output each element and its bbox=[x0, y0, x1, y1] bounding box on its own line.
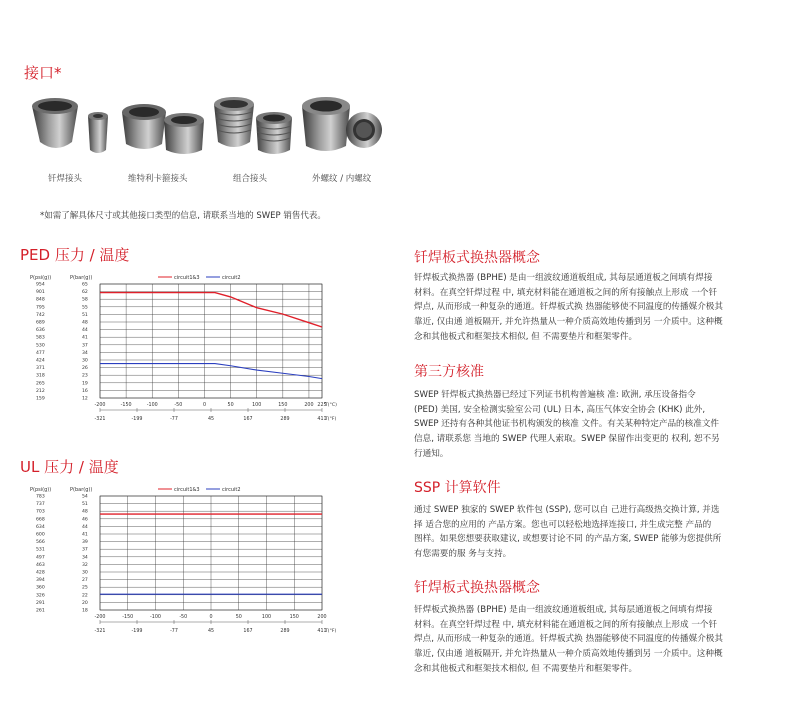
y-right-tick: 34 bbox=[82, 350, 88, 356]
section-body-bphe-concept-2 bbox=[414, 603, 784, 677]
x-bottom-tick: -199 bbox=[131, 417, 143, 422]
x-top-tick: 150 bbox=[289, 615, 299, 620]
text-line: 材料。在真空钎焊过程 中, 填充材料能在通道板之间的所有接触点上形成 一个钎 bbox=[414, 619, 718, 630]
y-left-axis-label: P(psi(g)) bbox=[30, 487, 52, 493]
y-left-tick: 848 bbox=[36, 297, 45, 303]
text-line: 图样。如果您想要获取建议, 或想要讨论不同 的产品方案, SWEP 能够为您提供所 bbox=[414, 534, 722, 545]
y-right-tick: 48 bbox=[82, 320, 88, 326]
connectors-title: 接口* bbox=[24, 64, 62, 82]
y-left-tick: 583 bbox=[36, 335, 45, 341]
x-bottom-tick: 289 bbox=[280, 629, 290, 634]
y-right-tick: 54 bbox=[82, 494, 88, 500]
section-title-ssp: SSP 计算软件 bbox=[414, 480, 501, 496]
victaulic-connector-icon bbox=[120, 92, 210, 160]
y-left-tick: 634 bbox=[36, 524, 45, 530]
x-top-tick: 0 bbox=[209, 615, 213, 620]
ul-chart-title: UL 压力 / 温度 bbox=[20, 458, 119, 476]
series-line-circuit2 bbox=[100, 364, 322, 379]
x-top-tick: 200 bbox=[317, 615, 327, 620]
y-left-tick: 463 bbox=[36, 562, 45, 568]
y-right-tick: 30 bbox=[82, 358, 88, 364]
y-left-tick: 477 bbox=[36, 350, 45, 356]
x-top-tick: -100 bbox=[146, 403, 158, 408]
x-bottom-tick: 167 bbox=[243, 629, 253, 634]
y-left-tick: 668 bbox=[36, 517, 45, 523]
x-top-tick: 200 bbox=[304, 403, 314, 408]
text-line: 焊点, 从而形成一种复杂的通道。钎焊板式换 热器能够使不同温度的传播媒介极其 bbox=[414, 302, 723, 313]
y-left-tick: 394 bbox=[36, 578, 45, 584]
text-line: 靠近, 仅由通 道板隔开, 并允许热量从一种介质高效地传播到另 一介质中。这种概 bbox=[414, 317, 723, 328]
y-right-tick: 51 bbox=[82, 312, 88, 318]
y-right-tick: 48 bbox=[82, 509, 88, 515]
y-left-tick: 737 bbox=[36, 502, 45, 508]
y-left-tick: 326 bbox=[36, 593, 45, 599]
x-top-tick: 100 bbox=[252, 403, 262, 408]
legend-label: circuit1&3 bbox=[174, 487, 200, 493]
x-top-unit: T(°C) bbox=[325, 403, 337, 408]
x-bottom-tick: -321 bbox=[94, 629, 106, 634]
x-top-tick: -100 bbox=[150, 615, 161, 620]
legend-label: circuit2 bbox=[222, 275, 241, 281]
section-title-bphe-concept: 钎焊板式换热器概念 bbox=[414, 250, 540, 266]
x-top-tick: 50 bbox=[235, 615, 242, 620]
x-top-tick: -50 bbox=[179, 615, 188, 620]
text-line: 择 适合您的应用的 产品方案。您也可以轻松地选择连接口, 并生成完整 产品的 bbox=[414, 519, 712, 530]
text-line: (PED) 美国, 安全检测实验室公司 (UL) 日本, 高压气体安全协会 (KHK) 此外, bbox=[414, 404, 706, 415]
y-right-tick: 32 bbox=[82, 562, 88, 568]
y-right-tick: 12 bbox=[82, 396, 88, 402]
x-top-tick: -200 bbox=[94, 615, 106, 620]
y-right-tick: 27 bbox=[82, 578, 88, 584]
text-line: SWEP 还持有各种其他证书机构颁发的核准 文件。有关某种特定产品的核准文件 bbox=[414, 419, 720, 430]
y-left-tick: 703 bbox=[36, 509, 45, 515]
x-top-tick: -150 bbox=[120, 403, 132, 408]
x-bottom-tick: 411 bbox=[317, 417, 327, 422]
y-right-tick: 41 bbox=[82, 532, 88, 538]
y-right-tick: 58 bbox=[82, 297, 88, 303]
text-line: 信息, 请联系您 当地的 SWEP 代理人索取。SWEP 保留作出变更的 权利, 恕不另 bbox=[414, 434, 720, 445]
y-left-tick: 783 bbox=[36, 494, 45, 500]
ped-chart-title: PED 压力 / 温度 bbox=[20, 246, 130, 264]
y-right-tick: 25 bbox=[82, 585, 88, 591]
x-bottom-unit: T(°F) bbox=[325, 629, 337, 634]
combination-connector-icon bbox=[210, 92, 298, 160]
text-line: 行通知。 bbox=[414, 448, 449, 459]
y-left-axis-label: P(psi(g)) bbox=[30, 275, 52, 281]
section-body-bphe-concept bbox=[414, 271, 784, 345]
x-bottom-tick: 411 bbox=[317, 629, 327, 634]
text-line: 有您需要的服 务与支持。 bbox=[414, 549, 512, 560]
y-right-tick: 51 bbox=[82, 502, 88, 508]
y-right-tick: 55 bbox=[82, 305, 88, 311]
x-bottom-tick: 45 bbox=[207, 629, 215, 634]
y-left-tick: 261 bbox=[36, 608, 45, 614]
text-line: SWEP 钎焊板式换热器已经过下列证书机构普遍核 准: 欧洲, 承压设备指令 bbox=[414, 390, 696, 400]
y-left-tick: 159 bbox=[36, 396, 45, 402]
x-top-tick: -150 bbox=[122, 615, 134, 620]
x-top-tick: 0 bbox=[202, 403, 207, 408]
y-left-tick: 954 bbox=[36, 282, 45, 288]
y-right-tick: 22 bbox=[82, 593, 88, 599]
connector-label-threaded: 外螺纹 / 内螺纹 bbox=[312, 174, 372, 184]
text-line: 材料。在真空钎焊过程 中, 填充材料能在通道板之间的所有接触点上形成 一个钎 bbox=[414, 287, 718, 298]
y-left-tick: 901 bbox=[36, 290, 45, 296]
section-title-bphe-concept-2: 钎焊板式换热器概念 bbox=[414, 580, 540, 596]
y-right-tick: 37 bbox=[82, 343, 88, 349]
section-title-approvals: 第三方核准 bbox=[414, 364, 484, 380]
y-left-tick: 428 bbox=[36, 570, 45, 576]
y-left-tick: 530 bbox=[36, 343, 45, 349]
x-bottom-tick: -321 bbox=[94, 417, 106, 422]
y-right-tick: 34 bbox=[82, 555, 88, 561]
y-right-tick: 20 bbox=[82, 600, 88, 606]
text-line: 念和其他板式和框架技术相似, 但 不需要垫片和框架零件。 bbox=[414, 331, 638, 342]
connector-label-combination: 组合接头 bbox=[233, 174, 268, 184]
section-body-approvals bbox=[414, 388, 784, 462]
y-left-tick: 795 bbox=[36, 305, 45, 311]
x-top-tick: 150 bbox=[278, 403, 288, 408]
y-left-tick: 531 bbox=[36, 547, 45, 553]
y-right-tick: 30 bbox=[82, 570, 88, 576]
x-bottom-tick: -77 bbox=[170, 629, 178, 634]
y-left-tick: 424 bbox=[36, 358, 45, 364]
connectors-note: *如需了解具体尺寸或其他接口类型的信息, 请联系当地的 SWEP 销售代表。 bbox=[40, 211, 326, 221]
y-left-tick: 566 bbox=[36, 540, 45, 546]
y-right-tick: 19 bbox=[82, 381, 88, 387]
text-line: 靠近, 仅由通 道板隔开, 并允许热量从一种介质高效地传播到另 一介质中。这种概 bbox=[414, 649, 723, 660]
connector-label-brazed: 钎焊接头 bbox=[48, 174, 83, 184]
y-right-tick: 37 bbox=[82, 547, 88, 553]
legend-label: circuit1&3 bbox=[174, 275, 200, 281]
threaded-connector-icon bbox=[300, 92, 384, 160]
x-bottom-unit: T(°F) bbox=[325, 417, 337, 422]
y-right-tick: 16 bbox=[82, 388, 88, 394]
y-left-tick: 600 bbox=[36, 532, 45, 538]
y-right-tick: 65 bbox=[82, 282, 88, 288]
text-line: 钎焊板式换热器 (BPHE) 是由一组波纹通道板组成, 其每层通道板之间填有焊接 bbox=[414, 273, 713, 283]
plot-frame bbox=[100, 284, 322, 398]
y-left-tick: 291 bbox=[36, 600, 45, 606]
text-line: 通过 SWEP 独家的 SWEP 软件包 (SSP), 您可以自 己进行高级热交换计算, 并选 bbox=[414, 505, 720, 515]
brazed-connector-icon bbox=[26, 92, 116, 160]
y-right-axis-label: P(bar(g)) bbox=[70, 275, 93, 281]
y-left-tick: 212 bbox=[36, 388, 45, 394]
x-bottom-tick: 289 bbox=[280, 417, 290, 422]
x-top-tick: -50 bbox=[174, 403, 183, 408]
ul-chart bbox=[20, 482, 350, 642]
y-left-tick: 318 bbox=[36, 373, 45, 379]
x-bottom-tick: -199 bbox=[131, 629, 143, 634]
x-top-tick: 100 bbox=[261, 615, 272, 620]
x-bottom-tick: 45 bbox=[207, 417, 215, 422]
text-line: 念和其他板式和框架技术相似, 但 不需要垫片和框架零件。 bbox=[414, 663, 638, 674]
y-right-tick: 26 bbox=[82, 366, 88, 372]
y-left-tick: 360 bbox=[36, 585, 45, 591]
y-left-tick: 371 bbox=[36, 366, 45, 372]
ped-chart bbox=[20, 270, 350, 430]
x-bottom-tick: -77 bbox=[170, 417, 178, 422]
y-right-tick: 41 bbox=[82, 335, 88, 341]
legend-label: circuit2 bbox=[222, 487, 241, 493]
y-left-tick: 742 bbox=[36, 312, 45, 318]
text-line: 焊点, 从而形成一种复杂的通道。钎焊板式换 热器能够使不同温度的传播媒介极其 bbox=[414, 634, 723, 645]
x-top-tick: -200 bbox=[94, 403, 106, 408]
y-left-tick: 636 bbox=[36, 328, 45, 334]
y-right-tick: 44 bbox=[82, 524, 88, 530]
y-right-tick: 62 bbox=[82, 290, 88, 296]
section-body-ssp bbox=[414, 503, 784, 562]
y-left-tick: 497 bbox=[36, 555, 45, 561]
y-left-tick: 265 bbox=[36, 381, 45, 387]
y-right-axis-label: P(bar(g)) bbox=[70, 487, 93, 493]
y-right-tick: 18 bbox=[82, 608, 88, 614]
connector-label-victaulic: 维特利卡箍接头 bbox=[128, 174, 188, 184]
y-left-tick: 689 bbox=[36, 320, 45, 326]
x-top-tick: 225 bbox=[317, 403, 327, 408]
y-right-tick: 23 bbox=[82, 373, 88, 379]
y-right-tick: 46 bbox=[82, 517, 88, 523]
x-bottom-tick: 167 bbox=[243, 417, 253, 422]
x-top-tick: 50 bbox=[227, 403, 234, 408]
y-right-tick: 39 bbox=[82, 540, 88, 546]
y-right-tick: 44 bbox=[82, 328, 88, 334]
text-line: 钎焊板式换热器 (BPHE) 是由一组波纹通道板组成, 其每层通道板之间填有焊接 bbox=[414, 605, 713, 615]
